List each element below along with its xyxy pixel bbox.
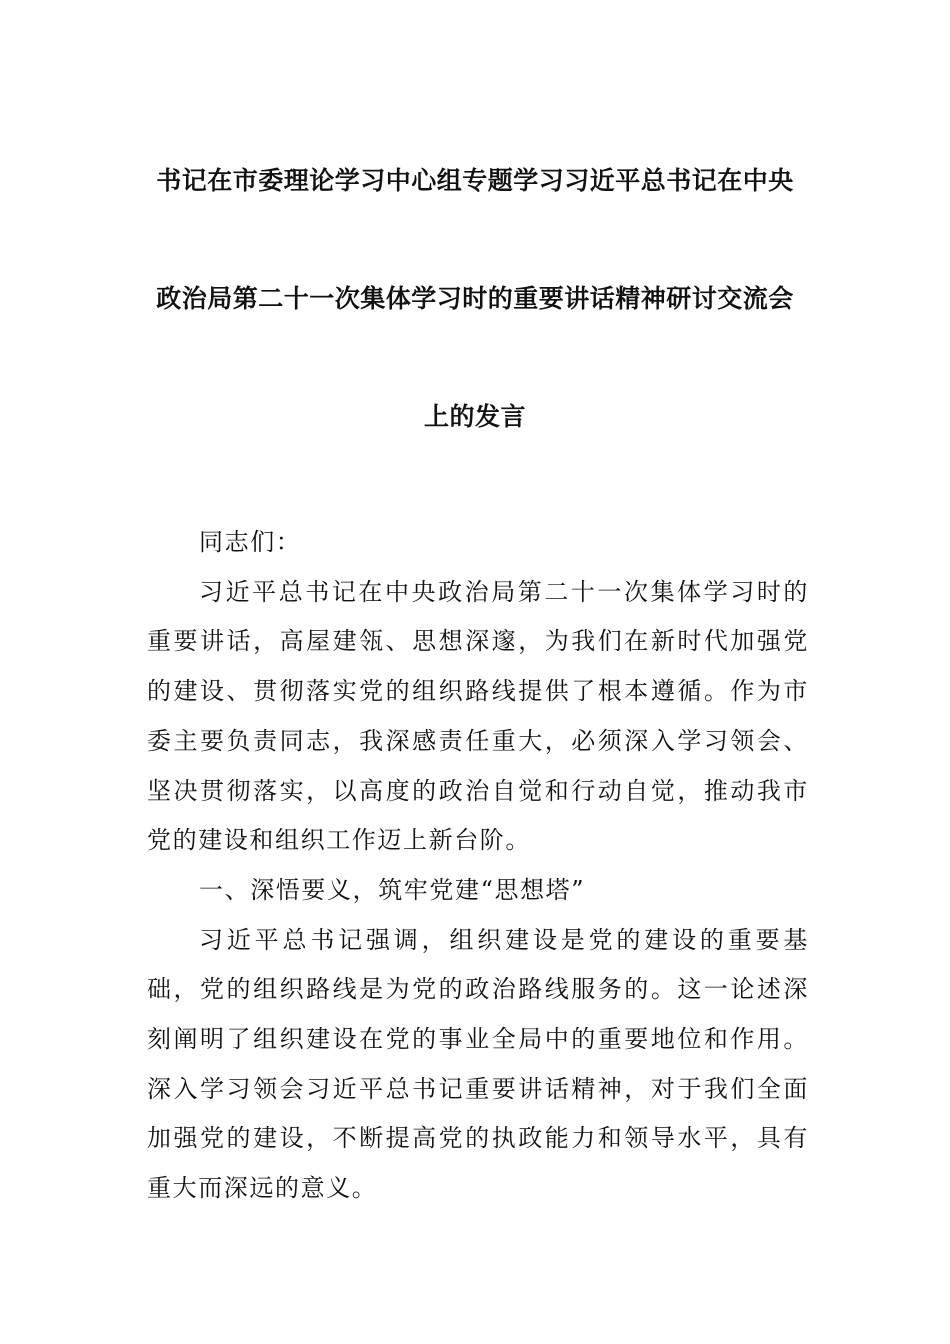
document-title-line-3: 上的发言 bbox=[423, 402, 526, 431]
section-heading-1: 一、深悟要义，筑牢党建“思想塔” bbox=[199, 875, 586, 904]
document-body bbox=[147, 518, 809, 1214]
salutation: 同志们： bbox=[199, 528, 302, 556]
document-title-line-2: 政治局第二十一次集体学习时的重要讲话精神研讨交流会 bbox=[156, 284, 794, 313]
document-title-line-1: 书记在市委理论学习中心组专题学习习近平总书记在中央 bbox=[156, 166, 794, 195]
body-paragraph-2: 习近平总书记强调，组织建设是党的建设的重要基础，党的组织路线是为党的政治路线服务的。这一论述深刻阐明了组织建设在党的事业全局中的重要地位和作用。深入学习领会习近平总书记重要讲话精神，对于我们全面加强党的建设，不断提高党的执政能力和领导水平，具有重大而深远的意义。 bbox=[147, 925, 809, 1203]
body-paragraph-1: 习近平总书记在中央政治局第二十一次集体学习时的重要讲话，高屋建瓴、思想深邃，为我们在新时代加强党的建设、贯彻落实党的组织路线提供了根本遵循。作为市委主要负责同志，我深感责任重大，必须深入学习领会、坚决贯彻落实，以高度的政治自觉和行动自觉，推动我市党的建设和组织工作迈上新台阶。 bbox=[147, 577, 809, 855]
